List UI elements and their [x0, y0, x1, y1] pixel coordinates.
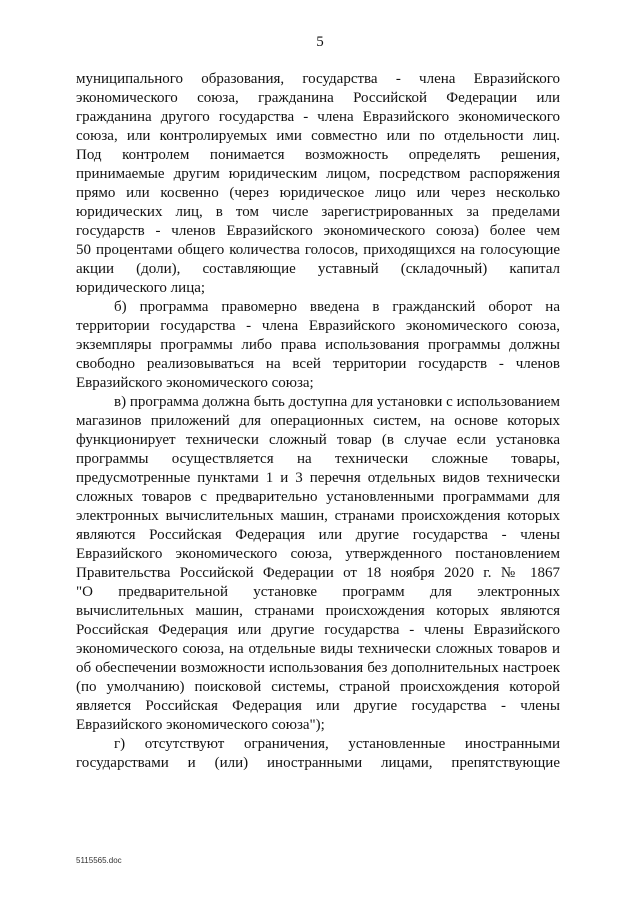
- text-line: экземпляры программы либо права использования программы должны: [76, 337, 560, 353]
- text-line: Евразийского экономического союза;: [76, 375, 314, 391]
- text-line: предусмотренные пунктами 1 и 3 перечня отдельных видов технически: [76, 470, 560, 486]
- text-line: гражданина другого государства - члена Евразийского экономического: [76, 109, 560, 125]
- footer-filename: 5115565.doc: [76, 856, 122, 865]
- text-line: акции (доли), составляющие уставный (складочный) капитал: [76, 261, 560, 277]
- text-line: г) отсутствуют ограничения, установленные иностранными: [114, 736, 560, 752]
- text-line: юридических лиц, в том числе зарегистрированных за пределами: [76, 204, 560, 220]
- text-line: магазинов приложений для операционных систем, на основе которых: [76, 413, 560, 429]
- text-line: сложных товаров с предварительно установленными программами для: [76, 489, 560, 505]
- text-line: государствами и (или) иностранными лицами, препятствующие: [76, 755, 560, 771]
- text-line: свободно реализовываться на всей территории государств - членов: [76, 356, 560, 372]
- text-line: об обеспечении возможности использования без дополнительных настроек: [76, 660, 560, 676]
- text-line: 50 процентами общего количества голосов, приходящихся на голосующие: [76, 242, 560, 258]
- text-line: Евразийского экономического союза, утвержденного постановлением: [76, 546, 560, 562]
- text-line: Правительства Российской Федерации от 18 ноября 2020 г. № 1867: [76, 565, 560, 581]
- page-number: 5: [316, 34, 324, 50]
- text-line: принимаемые другим юридическим лицом, посредством распоряжения: [76, 166, 560, 182]
- text-line: являются Российская Федерация или другие государства - члены: [76, 527, 560, 543]
- text-line: электронных вычислительных машин, странами происхождения которых: [76, 508, 560, 524]
- text-line: территории государства - члена Евразийского экономического союза,: [76, 318, 560, 334]
- text-line: Российская Федерация или другие государства - члены Евразийского: [76, 622, 560, 638]
- document-body: [76, 70, 560, 773]
- text-line: (по умолчанию) поисковой системы, страной происхождения которой: [76, 679, 560, 695]
- text-line: программы осуществляется на технически сложные товары,: [76, 451, 560, 467]
- text-line: муниципального образования, государства - члена Евразийского: [76, 71, 560, 87]
- text-line: функционирует технически сложный товар (в случае если установка: [76, 432, 560, 448]
- text-line: Под контролем понимается возможность определять решения,: [76, 147, 560, 163]
- text-line: вычислительных машин, странами происхождения которых являются: [76, 603, 560, 619]
- text-line: юридического лица;: [76, 280, 206, 296]
- text-line: экономического союза, гражданина Российской Федерации или: [76, 90, 560, 106]
- text-line: экономического союза, на отдельные виды технически сложных товаров и: [76, 641, 560, 657]
- text-line: союза, или контролируемых ими совместно или по отдельности лиц.: [76, 128, 560, 144]
- text-line: является Российская Федерация или другие государства - члены: [76, 698, 560, 714]
- text-line: Евразийского экономического союза");: [76, 717, 325, 733]
- text-line: в) программа должна быть доступна для установки с использованием: [114, 394, 560, 410]
- text-line: государств - членов Евразийского экономического союза) более чем: [76, 223, 560, 239]
- text-line: прямо или косвенно (через юридическое лицо или через несколько: [76, 185, 560, 201]
- text-line: б) программа правомерно введена в гражданский оборот на: [114, 299, 560, 315]
- text-line: "О предварительной установке программ для электронных: [76, 584, 560, 600]
